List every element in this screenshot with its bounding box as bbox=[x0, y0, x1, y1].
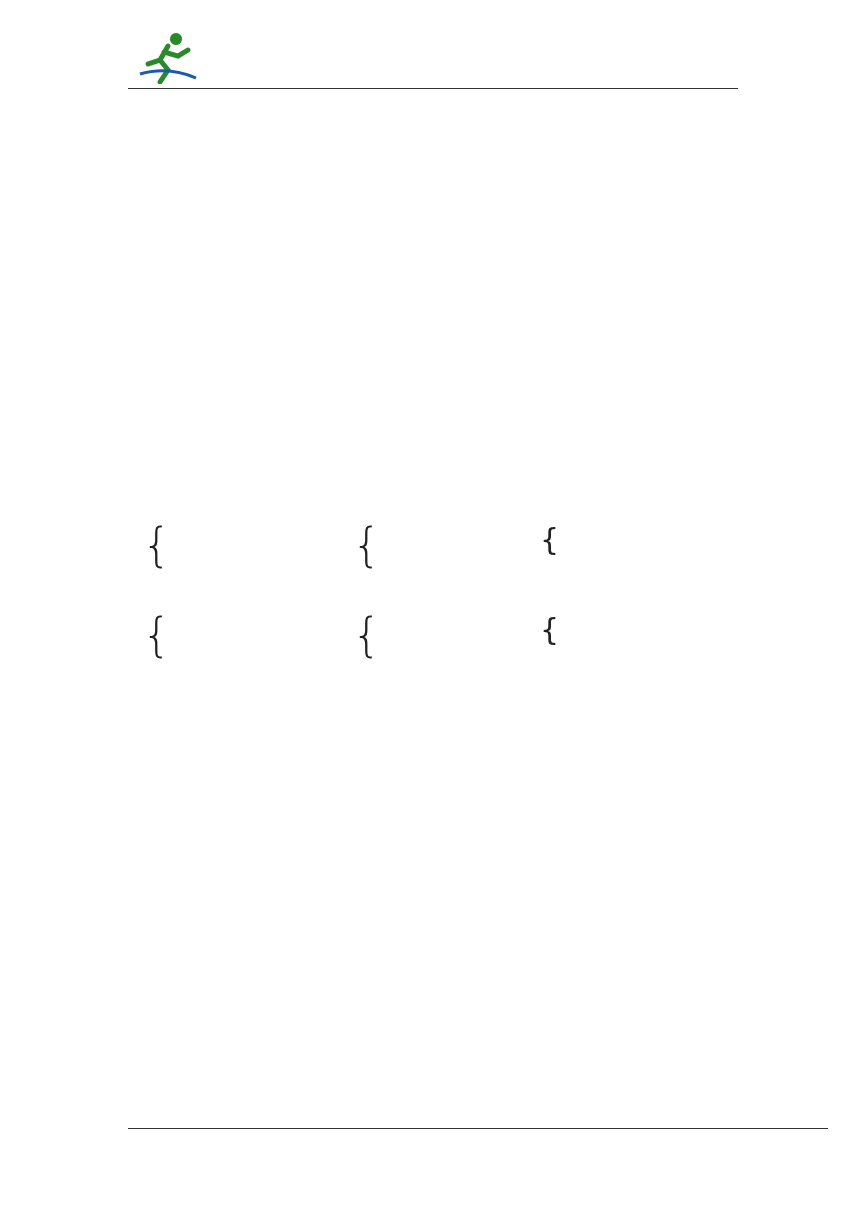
header-divider bbox=[128, 88, 738, 89]
brace-icon: { bbox=[352, 518, 382, 572]
header-tagline bbox=[348, 68, 352, 81]
brace-icon: { bbox=[352, 608, 382, 662]
brace-icon: { bbox=[142, 608, 172, 662]
brace-icon: { bbox=[540, 523, 560, 558]
brace-icon: { bbox=[142, 518, 172, 572]
footer-divider bbox=[128, 1128, 828, 1129]
running-figure-icon bbox=[138, 30, 198, 84]
brace-icon: { bbox=[540, 613, 560, 648]
site-logo bbox=[138, 30, 338, 84]
